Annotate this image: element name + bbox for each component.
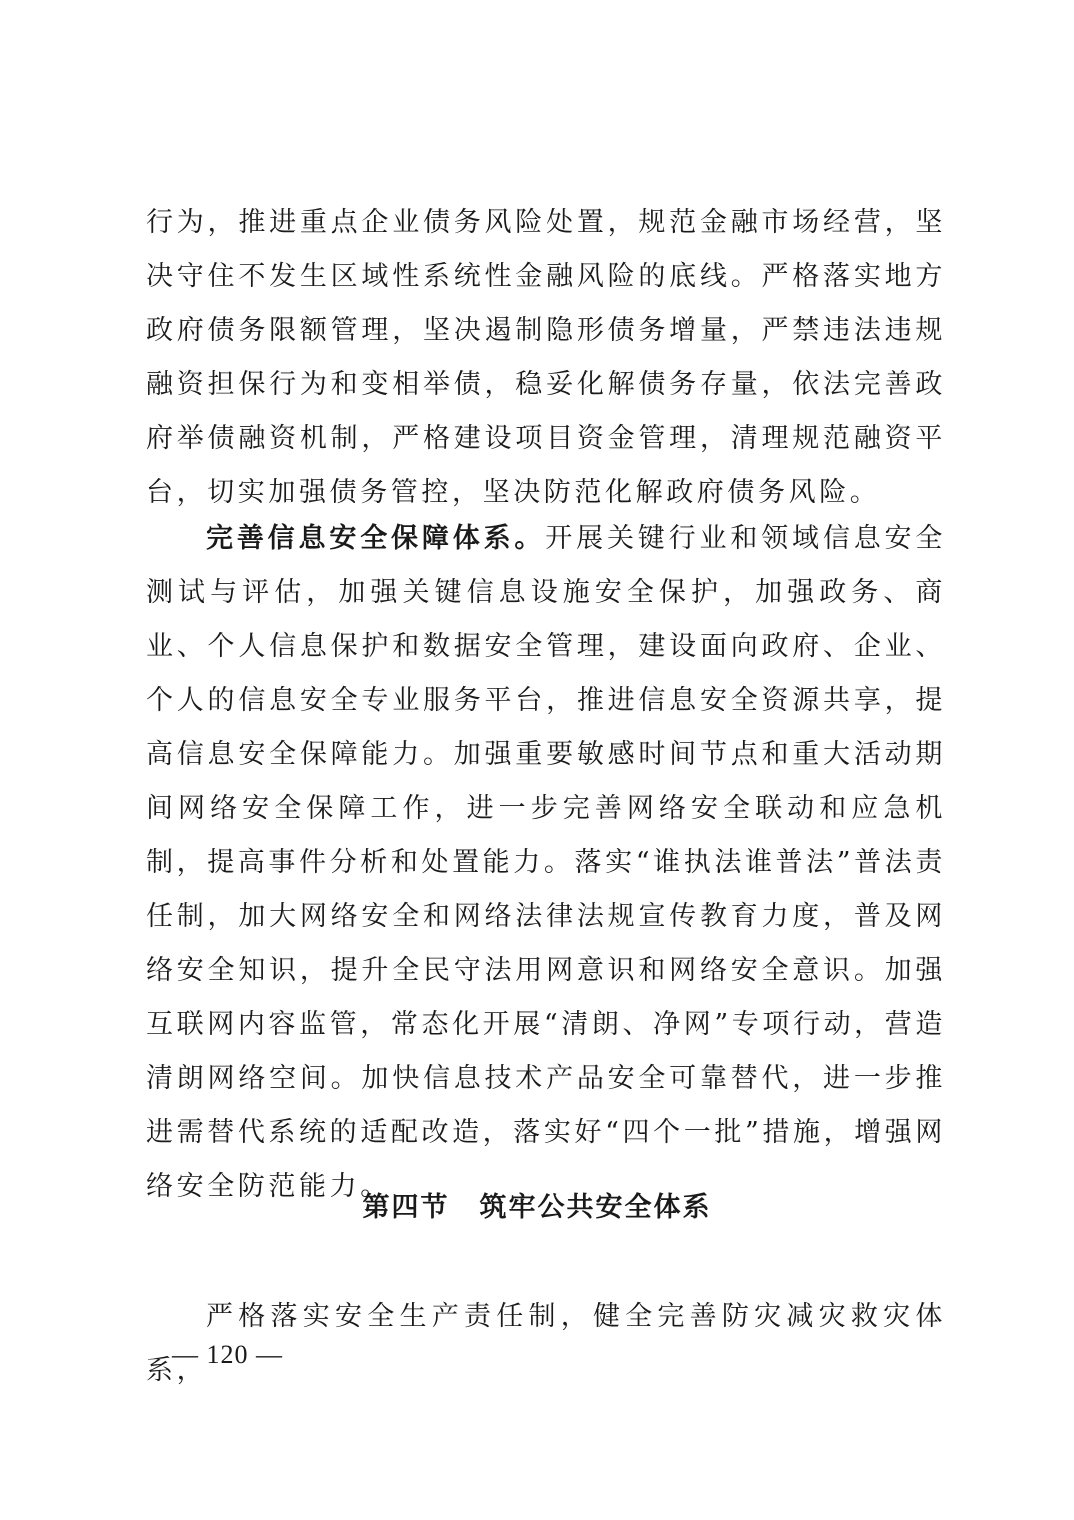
section-heading — [0, 1185, 1074, 1224]
paragraph-information-security — [146, 512, 946, 1214]
section-number: 第四节 — [362, 1192, 450, 1223]
paragraph-body: 开展关键行业和领域信息安全测试与评估，加强关键信息设施安全保护，加强政务、商业、个人信息保护和数据安全管理，建设面向政府、企业、个人的信息安全专业服务平台，推进信息安全资源共享，提高信息安全保障能力。加强重要敏感时间节点和重大活动期间网络安全保障工作，进一步完善网络安全联动和应急机制，提高事件分析和处置能力。落实“谁执法谁普法”普法责任制，加大网络安全和网络法律法规宣传教育力度，普及网络安全知识，提升全民守法用网意识和网络安全意识。加强互联网内容监管，常态化开展“清朗、净网”专项行动，营造清朗网络空间。加快信息技术产品安全可靠替代，进一步推进需替代系统的适配改造，落实好“四个一批”措施，增强网络安全防范能力。 — [146, 523, 946, 1202]
paragraph-lead-heading: 完善信息安全保障体系。 — [206, 523, 546, 554]
paragraph-debt-risk: 行为，推进重点企业债务风险处置，规范金融市场经营，坚决守住不发生区域性系统性金融风险的底线。严格落实地方政府债务限额管理，坚决遏制隐形债务增量，严禁违法违规融资担保行为和变相举债，稳妥化解债务存量，依法完善政府举债融资机制，严格建设项目资金管理，清理规范融资平台，切实加强债务管控，坚决防范化解政府债务风险。 — [146, 207, 946, 508]
paragraph-public-safety: 严格落实安全生产责任制，健全完善防灾减灾救灾体系， — [146, 1301, 946, 1386]
page-number: — 120 — — [172, 1340, 283, 1369]
section-title: 筑牢公共安全体系 — [479, 1192, 712, 1223]
